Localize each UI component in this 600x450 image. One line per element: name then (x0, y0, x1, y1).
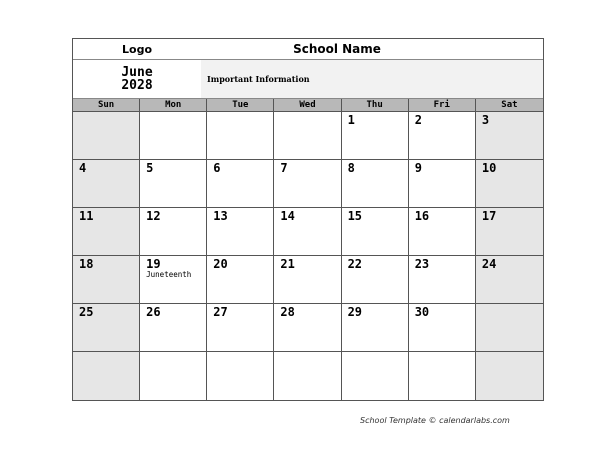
day-cell (207, 112, 274, 160)
day-cell (342, 208, 409, 256)
day-number: 8 (347, 161, 355, 175)
day-cell (476, 160, 543, 208)
day-cell (409, 256, 476, 304)
day-cell (73, 208, 140, 256)
weekday-tue: Tue (207, 99, 274, 111)
month-label: June (121, 65, 153, 80)
day-cell (476, 112, 543, 160)
day-number: 14 (280, 209, 295, 223)
day-cell (140, 208, 207, 256)
day-number: 30 (414, 305, 430, 319)
weekday-header (73, 99, 543, 112)
day-cell (73, 112, 140, 160)
day-number: 3 (481, 113, 490, 127)
day-cell (342, 112, 409, 160)
school-name: School Name (293, 42, 381, 56)
year-label: 2028 (121, 78, 153, 93)
day-number: 24 (481, 257, 497, 271)
day-number: 19 (146, 257, 161, 271)
day-cell (476, 352, 543, 400)
day-cell (476, 304, 543, 352)
weekday-wed: Wed (274, 99, 341, 111)
weekday-thu: Thu (342, 99, 409, 111)
day-number: 9 (414, 161, 422, 175)
day-number: 5 (146, 161, 154, 175)
day-number: 13 (213, 209, 228, 223)
weekday-sun: Sun (73, 99, 140, 111)
day-number: 18 (79, 257, 94, 271)
footer-credit: School Template © calendarlabs.com (360, 416, 510, 425)
day-cell (140, 160, 207, 208)
day-cell (207, 208, 274, 256)
weekday-mon: Mon (140, 99, 207, 111)
day-cell (342, 256, 409, 304)
day-cell (476, 256, 543, 304)
day-number: 17 (481, 209, 497, 223)
day-cell (342, 352, 409, 400)
day-number: 12 (146, 209, 161, 223)
day-cell (140, 352, 207, 400)
day-cell (140, 304, 207, 352)
day-number: 11 (79, 209, 94, 223)
day-number: 4 (79, 161, 87, 175)
weekday-sat: Sat (501, 100, 518, 110)
day-cell (476, 208, 543, 256)
day-number: 2 (414, 113, 422, 127)
day-cell (409, 304, 476, 352)
logo-placeholder: Logo (122, 42, 152, 56)
day-cell (73, 352, 140, 400)
weekday-fri: Fri (409, 99, 476, 111)
day-number: 15 (347, 209, 363, 223)
day-number: 7 (280, 161, 288, 175)
day-cell (140, 112, 207, 160)
day-number: 6 (213, 161, 221, 175)
day-cell (274, 256, 341, 304)
day-cell (73, 256, 140, 304)
day-number: 27 (213, 305, 228, 319)
important-information: Important Information (201, 60, 543, 98)
info-row (73, 60, 543, 99)
day-number: 1 (347, 113, 355, 127)
day-cell (409, 160, 476, 208)
day-cell (409, 352, 476, 400)
day-number: 26 (146, 305, 161, 319)
day-number: 28 (280, 305, 295, 319)
day-number: 25 (79, 305, 94, 319)
day-cell (274, 304, 341, 352)
month-year-box (73, 60, 201, 98)
day-cell (274, 352, 341, 400)
day-cell (274, 112, 341, 160)
holiday-label: Juneteenth (146, 270, 192, 279)
day-cell (207, 256, 274, 304)
day-number: 23 (414, 257, 430, 271)
day-cell (409, 208, 476, 256)
day-cell (73, 160, 140, 208)
day-cell (207, 160, 274, 208)
day-number: 20 (213, 257, 228, 271)
calendar-sheet (72, 38, 544, 401)
day-cell (274, 160, 341, 208)
day-number: 21 (280, 257, 295, 271)
day-number: 16 (414, 209, 430, 223)
day-cell (207, 352, 274, 400)
day-number: 10 (481, 161, 497, 175)
day-cell (409, 112, 476, 160)
day-cell (342, 304, 409, 352)
day-number: 22 (347, 257, 363, 271)
day-number: 29 (347, 305, 363, 319)
day-cell (342, 160, 409, 208)
day-cell (274, 208, 341, 256)
day-cell (140, 256, 207, 304)
day-grid (73, 112, 543, 400)
header-row (73, 39, 543, 60)
day-cell (207, 304, 274, 352)
day-cell (73, 304, 140, 352)
